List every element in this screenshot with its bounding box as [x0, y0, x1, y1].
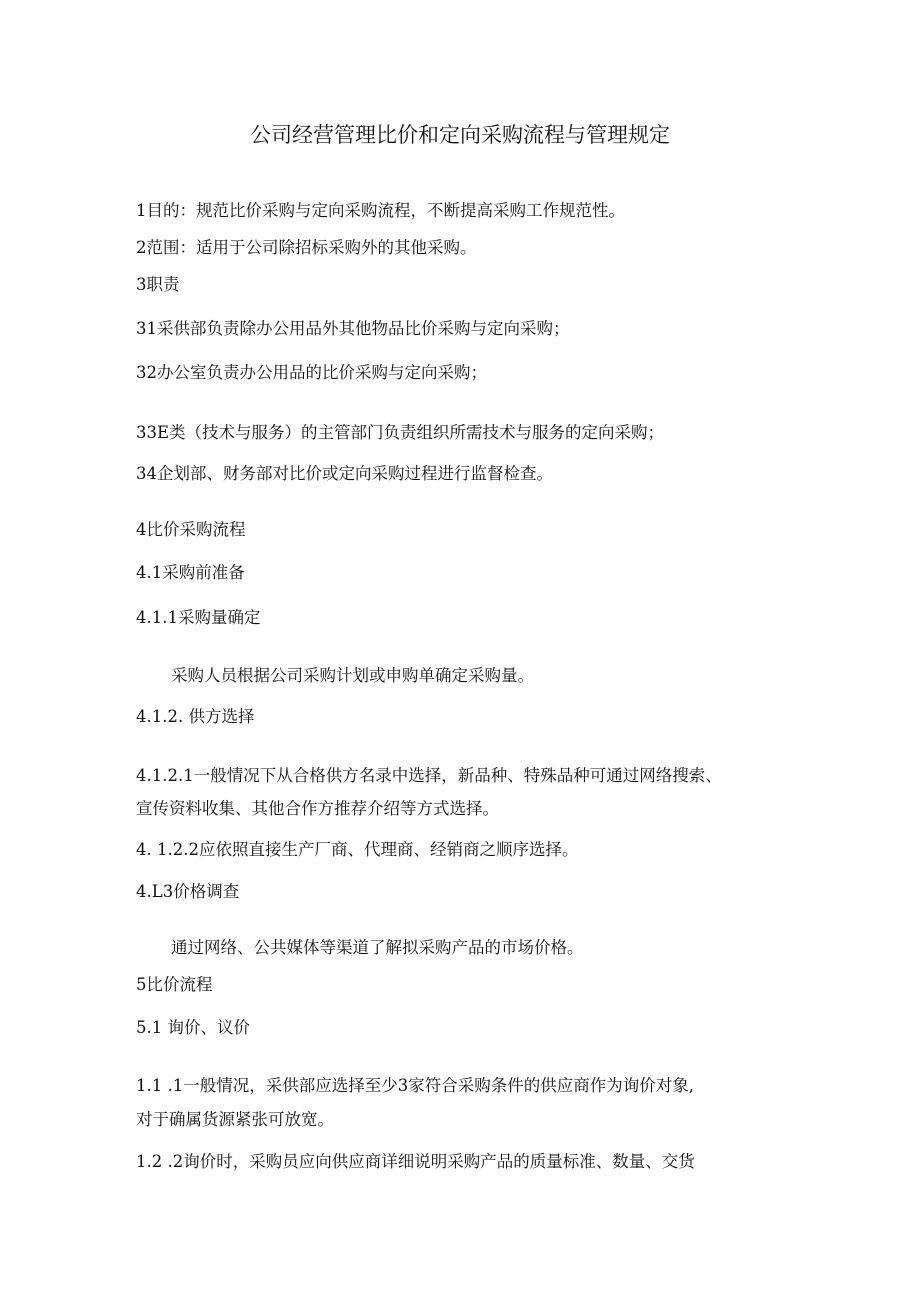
document-title: 公司经营管理比价和定向采购流程与管理规定 [250, 123, 670, 147]
text-line: 1.1 .1一般情况，采供部应选择至少3家符合采购条件的供应商作为询价对象, [136, 1076, 694, 1095]
text-line: 4. 1.2.2应依照直接生产厂商、代理商、经销商之顺序选择。 [136, 840, 579, 859]
text-line: 4.L3价格调查 [136, 882, 240, 901]
text-line: 4.1.2. 供方选择 [136, 707, 255, 726]
text-line: 31采供部负责除办公用品外其他物品比价采购与定向采购； [136, 319, 570, 338]
text-line: 33E类（技术与服务）的主管部门负责组织所需技术与服务的定向采购； [136, 423, 665, 442]
text-line: 4.1.1采购量确定 [136, 608, 261, 627]
text-line: 对于确属货源紧张可放宽。 [136, 1110, 334, 1129]
text-line: 5比价流程 [136, 975, 213, 994]
text-line: 4比价采购流程 [136, 520, 246, 539]
text-line: 3职责 [136, 275, 180, 294]
text-line: 4.1.2.1一般情况下从合格供方名录中选择，新品种、特殊品种可通过网络搜索、 [136, 766, 722, 785]
text-line: 采购人员根据公司采购计划或申购单确定采购量。 [171, 666, 534, 685]
text-line: 32办公室负责办公用品的比价采购与定向采购； [136, 363, 487, 382]
text-line: 2范围：适用于公司除招标采购外的其他采购。 [136, 238, 477, 257]
text-line: 34企划部、财务部对比价或定向采购过程进行监督检查。 [136, 464, 553, 483]
text-line: 宣传资料收集、其他合作方推荐介绍等方式选择。 [136, 799, 499, 818]
text-line: 1目的：规范比价采购与定向采购流程，不断提高采购工作规范性。 [136, 201, 625, 220]
text-line: 通过网络、公共媒体等渠道了解拟采购产品的市场价格。 [171, 938, 584, 957]
text-line: 5.1 询价、议价 [136, 1018, 250, 1037]
text-line: 4.1采购前准备 [136, 563, 245, 582]
text-line: 1.2 .2询价时，采购员应向供应商详细说明采购产品的质量标准、数量、交货 [136, 1152, 695, 1171]
